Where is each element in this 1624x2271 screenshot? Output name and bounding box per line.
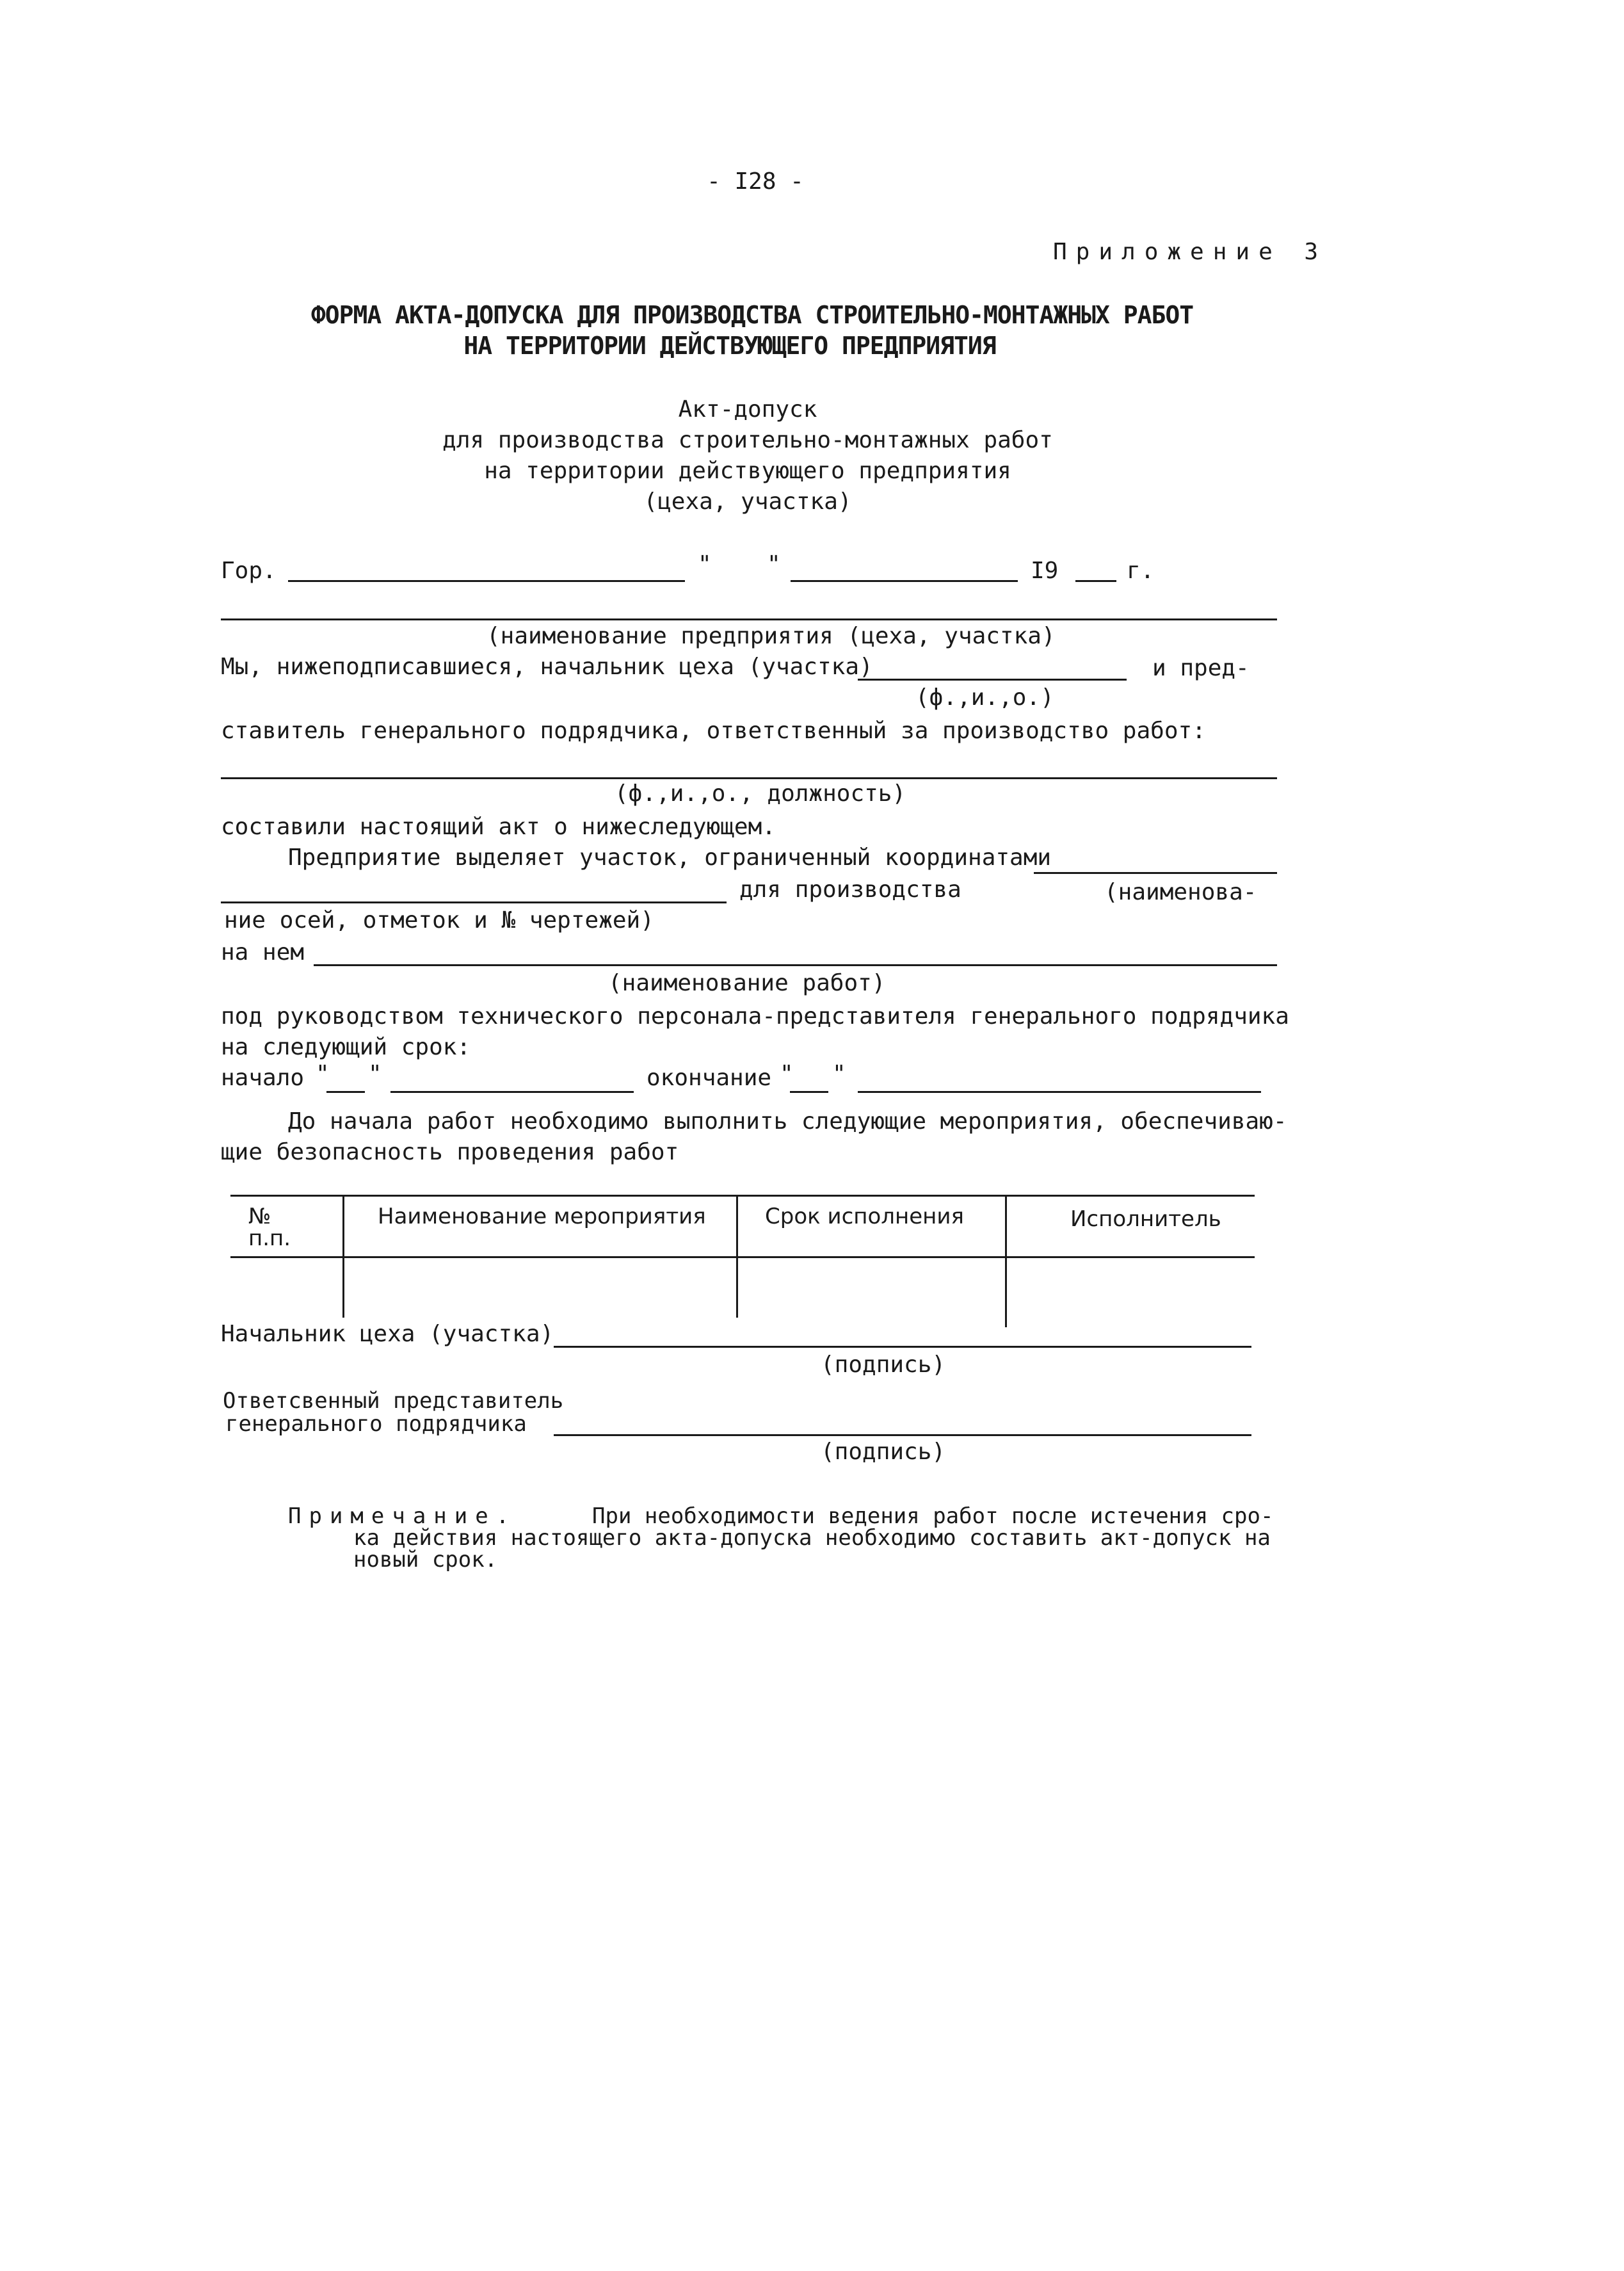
signature-caption-2: (подпись) [821,1439,946,1465]
coordinates-field-cont[interactable] [221,901,727,903]
we-signed-text: Мы, нижеподписавшиеся, начальник цеха (участка) [221,654,873,680]
table-header-executor: Исполнитель [1070,1206,1221,1232]
signature-caption-1: (подпись) [821,1352,946,1378]
city-field[interactable] [288,580,685,582]
note-label: Примечание. [288,1503,517,1529]
caption-fio: (ф.,и.,о.) [915,684,1054,711]
rep-signature-field[interactable] [554,1434,1251,1436]
act-title: Акт-допуск [678,396,817,423]
act-subtitle-line3: (цеха, участка) [643,489,852,515]
coordinates-field[interactable] [1034,872,1277,874]
city-label: Гор. [221,558,277,584]
rep-signature-label-line1: Ответсвенный представитель [223,1388,564,1414]
year-field[interactable] [1075,580,1116,582]
measures-line2: щие безопасность проведения работ [221,1139,679,1165]
form-heading-line2: НА ТЕРРИТОРИИ ДЕЙСТВУЮЩЕГО ПРЕДПРИЯТИЯ [463,332,996,360]
table-header-deadline: Срок исполнения [765,1204,964,1229]
start-month-field[interactable] [390,1091,634,1093]
note-line1: При необходимости ведения работ после истечения сро- [592,1503,1274,1529]
act-subtitle-line2: на территории действующего предприятия [484,458,1011,484]
year-prefix: I9 [1031,558,1059,584]
caption-enterprise: (наименование предприятия (цеха, участка) [486,623,1056,649]
start-day-field[interactable] [326,1091,365,1093]
representative-field[interactable] [221,777,1277,779]
note-line2: ка действия настоящего акта-допуска необходимо составить акт-допуск на [353,1525,1271,1551]
date-month-field[interactable] [791,580,1018,582]
note-line3: новый срок. [353,1547,498,1572]
start-quote-close: " [368,1061,382,1087]
start-label: начало [221,1065,305,1091]
end-label: окончание [647,1065,772,1091]
next-term-text: на следующий срок: [221,1034,471,1060]
chief-name-field[interactable] [858,679,1127,681]
year-suffix: г. [1127,558,1155,584]
under-guidance-text: под руководством технического персонала-представителя генерального подрядчика [221,1003,1289,1030]
table-col-divider-1 [342,1196,344,1318]
table-top-border [230,1195,1255,1197]
naming-part1: (наименова- [1104,879,1257,905]
caption-fio-position: (ф.,и.,о., должность) [615,780,906,807]
chief-signature-field[interactable] [554,1346,1251,1348]
representative-text: ставитель генерального подрядчика, ответственный за производство работ: [221,718,1206,744]
page-number: - I28 - [707,168,804,195]
table-col-divider-3 [1005,1196,1007,1327]
table-col-divider-2 [736,1196,738,1318]
table-header-border [230,1256,1255,1258]
works-field[interactable] [314,964,1277,966]
quote-open: " [698,551,712,578]
drew-up-text: составили настоящий акт о нижеследующем. [221,814,776,840]
for-production-text: для производства [739,877,961,903]
table-header-measure: Наименование мероприятия [378,1204,706,1229]
naming-part2: ние осей, отметок и № чертежей) [224,907,654,933]
form-heading-line1: ФОРМА АКТА-ДОПУСКА ДЛЯ ПРОИЗВОДСТВА СТРОИТЕЛЬНО-МОНТАЖНЫХ РАБОТ [310,301,1194,329]
end-day-field[interactable] [790,1091,828,1093]
on-it-text: на нем [221,939,305,966]
enterprise-allocates-text: Предприятие выделяет участок, ограниченный координатами [288,845,1052,871]
caption-works: (наименование работ) [608,970,886,996]
table-header-no-line1: № [248,1204,271,1229]
chief-signature-label: Начальник цеха (участка) [221,1321,554,1347]
enterprise-field[interactable] [221,618,1277,620]
start-quote-open: " [316,1061,330,1087]
end-quote-open: " [780,1061,794,1087]
measures-line1: До начала работ необходимо выполнить следующие мероприятия, обеспечиваю- [288,1108,1287,1135]
quote-close: " [767,551,781,578]
and-rep-text: и пред- [1152,655,1250,681]
appendix-label: Приложение 3 [1053,239,1328,265]
table-header-no-line2: п.п. [248,1225,291,1251]
act-subtitle-line1: для производства строительно-монтажных работ [442,427,1053,453]
end-month-field[interactable] [858,1091,1261,1093]
end-quote-close: " [832,1061,846,1087]
rep-signature-label-line2: генерального подрядчика [225,1411,527,1437]
